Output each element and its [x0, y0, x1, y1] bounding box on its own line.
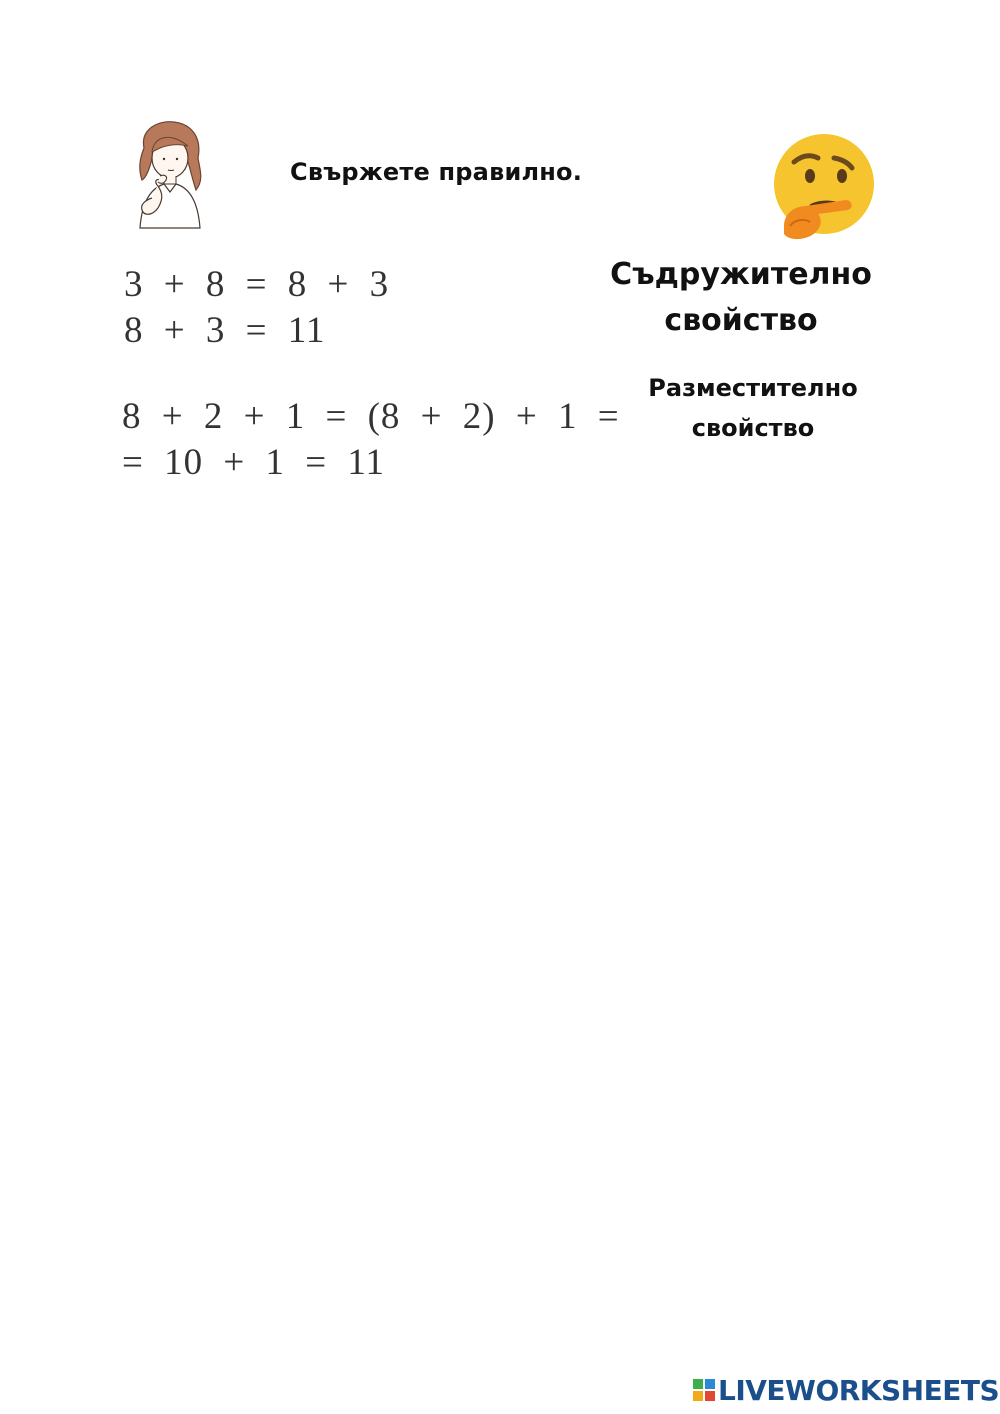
associative-property-line1: Съдружително [610, 257, 872, 292]
expression-commutative-line1: 3 + 8 = 8 + 3 [124, 264, 390, 305]
thinking-girl-icon [130, 118, 210, 230]
associative-property-label [606, 252, 876, 344]
expression-commutative-line2: 8 + 3 = 11 [124, 310, 326, 351]
liveworksheets-logo-icon [692, 1378, 716, 1402]
expression-associative-line2: = 10 + 1 = 11 [122, 442, 385, 483]
commutative-property-line1: Разместително [648, 374, 858, 402]
commutative-property-label [630, 368, 876, 448]
thinking-face-icon [770, 130, 880, 242]
instruction-heading: Свържете правилно. [290, 158, 583, 186]
associative-property-line2: свойство [664, 303, 818, 338]
expression-associative-line1: 8 + 2 + 1 = (8 + 2) + 1 = [122, 396, 620, 437]
commutative-property-line2: свойство [691, 414, 815, 442]
liveworksheets-brand [692, 1372, 999, 1408]
liveworksheets-wordmark: LIVEWORKSHEETS [718, 1373, 1000, 1407]
